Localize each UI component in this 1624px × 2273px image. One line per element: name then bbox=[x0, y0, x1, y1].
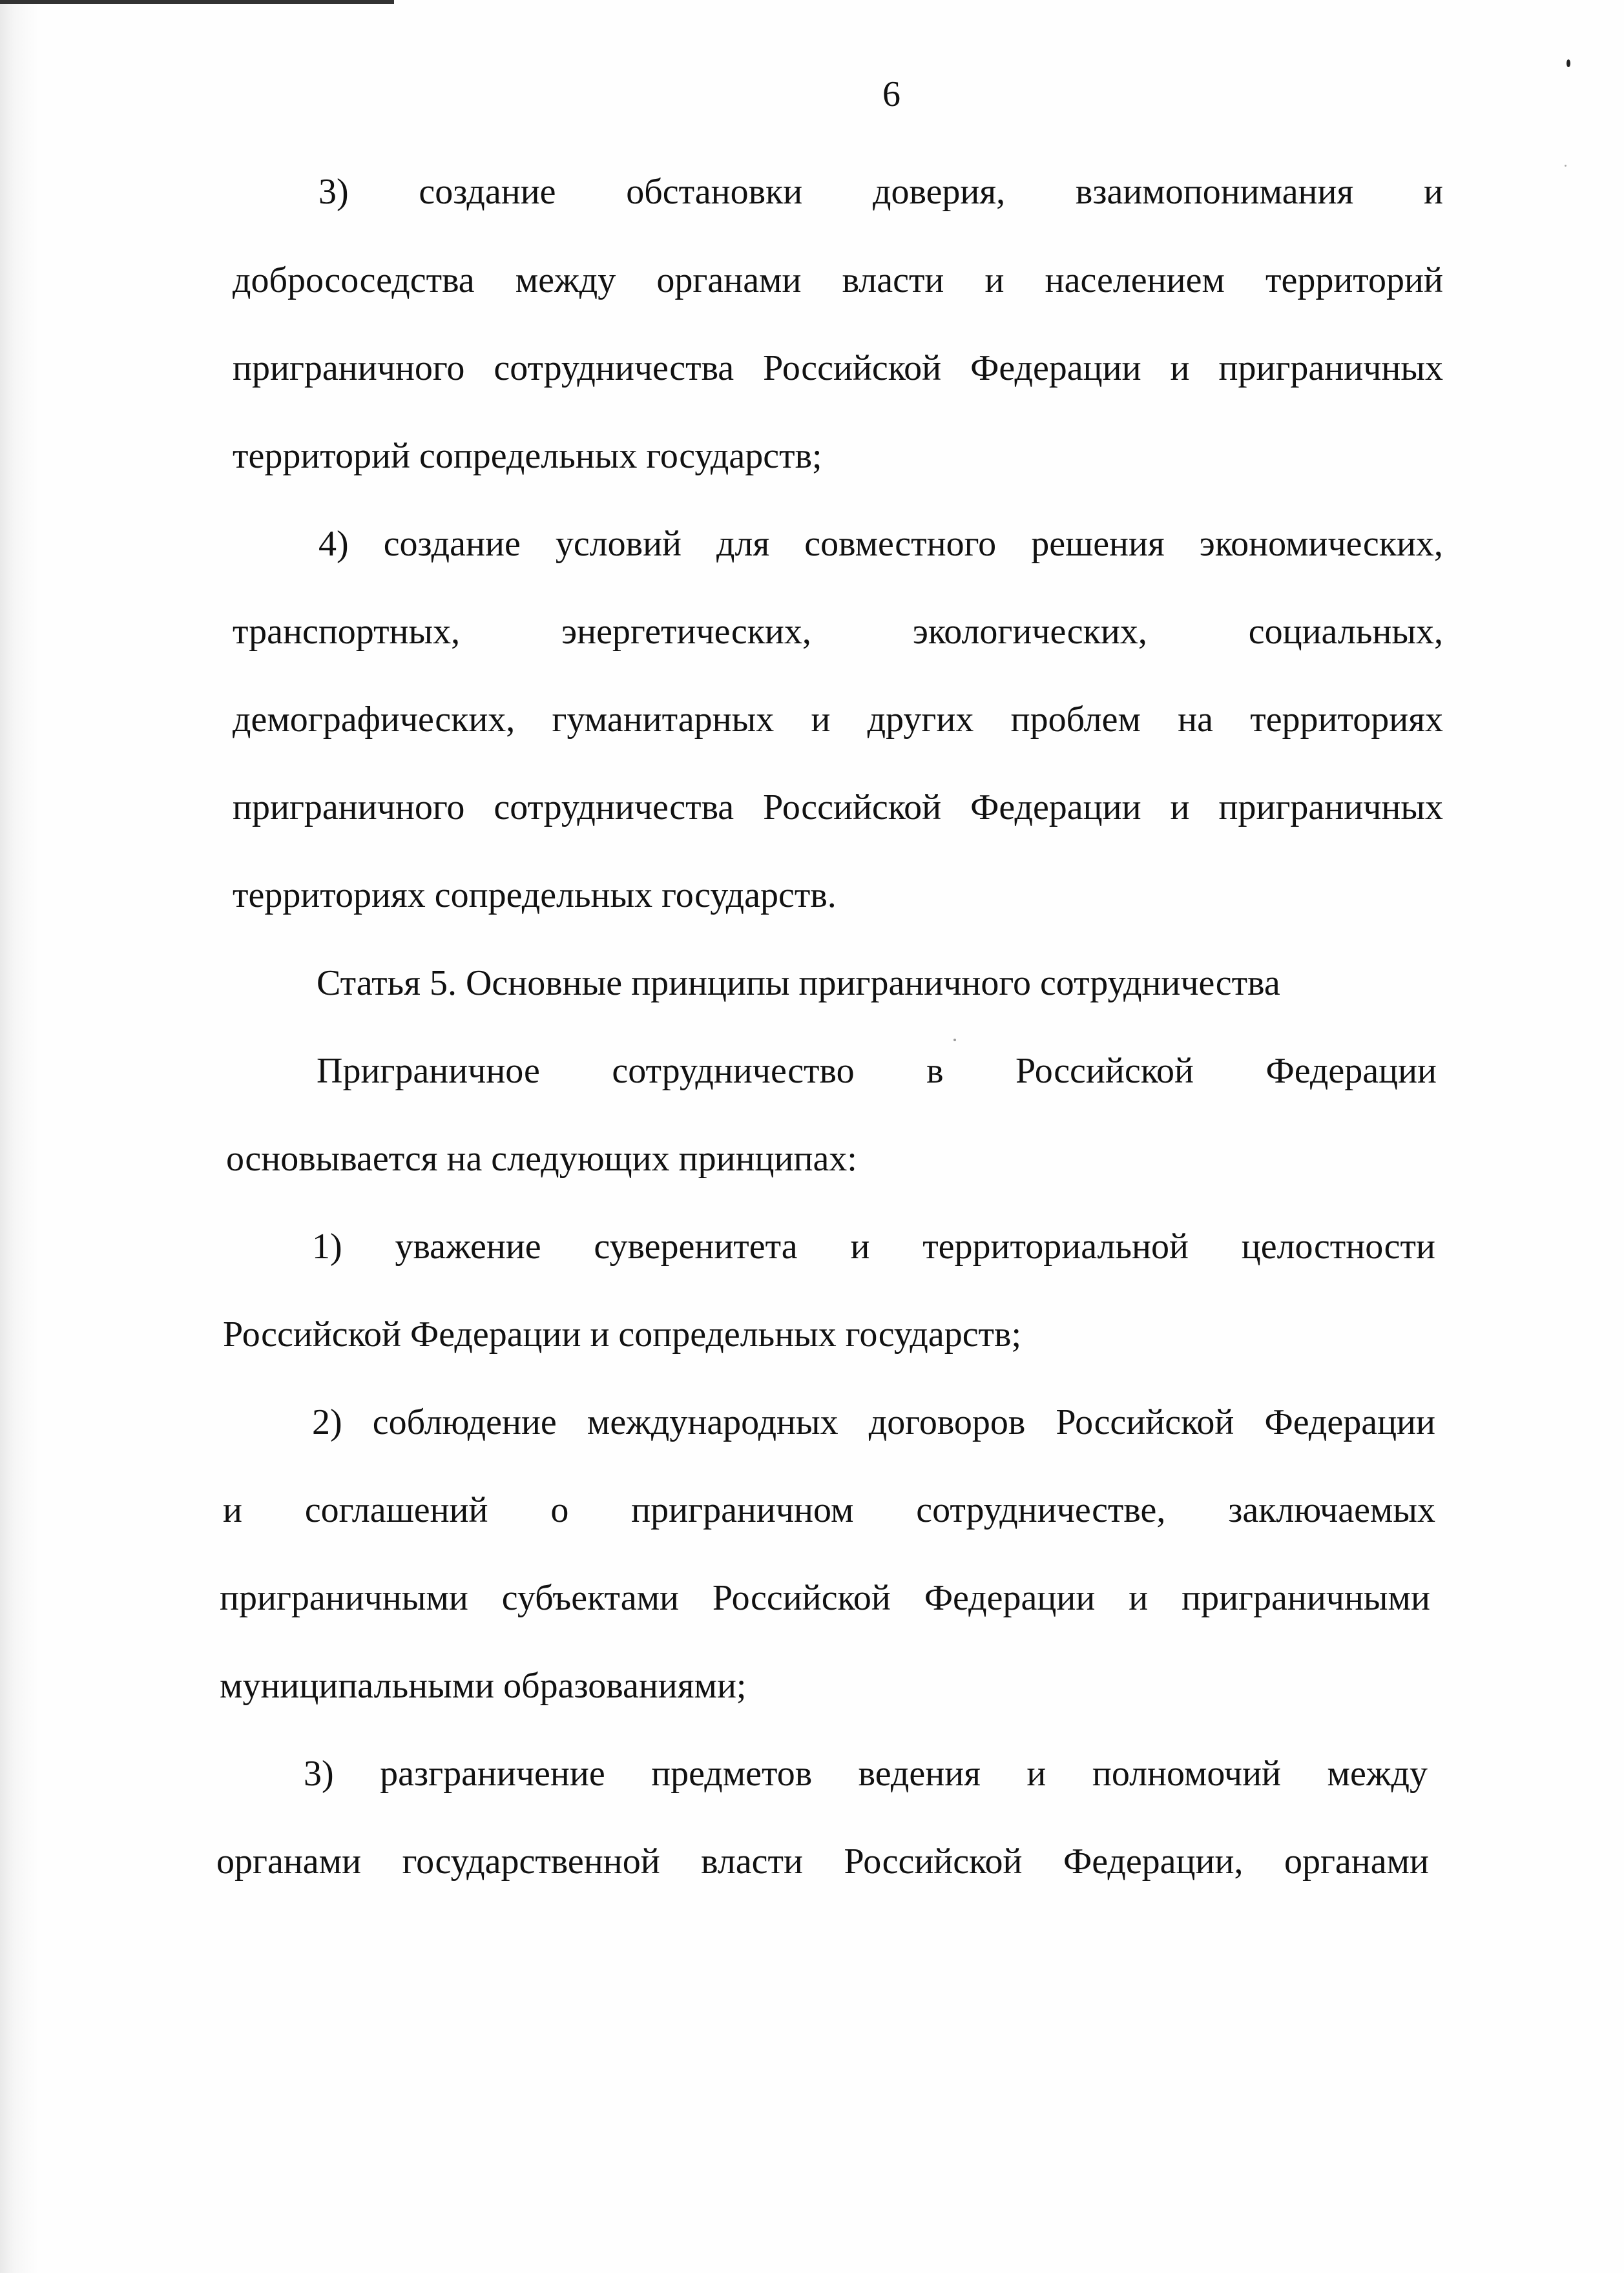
word: и bbox=[984, 260, 1005, 300]
word: проблем bbox=[1010, 700, 1141, 740]
word: 3) bbox=[304, 1754, 334, 1794]
word: гуманитарных bbox=[552, 700, 775, 740]
word: Федерации, bbox=[1063, 1842, 1244, 1882]
word: и bbox=[223, 1490, 242, 1530]
word: Российской bbox=[1056, 1402, 1234, 1442]
text-line bbox=[317, 961, 1280, 1005]
word: сотрудничества bbox=[494, 348, 734, 388]
text-line bbox=[233, 698, 1443, 742]
text-line bbox=[223, 1488, 1435, 1532]
word: договоров bbox=[868, 1402, 1026, 1442]
text-line bbox=[312, 1400, 1435, 1444]
word: условий bbox=[555, 524, 682, 564]
word: демографических, bbox=[233, 700, 515, 740]
word: сотрудничества bbox=[494, 787, 734, 827]
scan-speck bbox=[1567, 59, 1570, 67]
word: доверия, bbox=[872, 172, 1006, 212]
line-text: Статья 5. Основные принципы приграничного сотрудничества bbox=[317, 963, 1280, 1003]
word: Федерации bbox=[970, 787, 1141, 827]
word: на bbox=[1178, 700, 1213, 740]
word: и bbox=[1026, 1754, 1046, 1794]
word: полномочий bbox=[1092, 1754, 1282, 1794]
top-rule-line bbox=[0, 0, 394, 4]
word: субъектами bbox=[501, 1578, 679, 1618]
text-line bbox=[317, 1049, 1437, 1093]
text-line bbox=[223, 1313, 1021, 1356]
word: ведения bbox=[858, 1754, 981, 1794]
word: Федерации bbox=[970, 348, 1141, 388]
word: 2) bbox=[312, 1402, 342, 1442]
line-text: муниципальными образованиями; bbox=[220, 1666, 747, 1706]
word: Российской bbox=[712, 1578, 891, 1618]
word: заключаемых bbox=[1228, 1490, 1435, 1530]
word: энергетических, bbox=[561, 612, 811, 652]
scan-speck bbox=[953, 1039, 956, 1041]
word: Российской bbox=[1015, 1051, 1194, 1091]
word: приграничного bbox=[233, 348, 465, 388]
word: добрососедства bbox=[233, 260, 475, 300]
word: приграничном bbox=[631, 1490, 854, 1530]
word: Приграничное bbox=[317, 1051, 540, 1091]
word: 1) bbox=[312, 1227, 342, 1267]
word: территорий bbox=[1265, 260, 1443, 300]
word: и bbox=[811, 700, 831, 740]
word: и bbox=[1170, 348, 1190, 388]
word: Федерации bbox=[1264, 1402, 1435, 1442]
text-line bbox=[216, 1840, 1429, 1884]
text-line bbox=[233, 346, 1443, 390]
word: Федерации bbox=[924, 1578, 1096, 1618]
word: предметов bbox=[651, 1754, 813, 1794]
word: и bbox=[1424, 172, 1443, 212]
word: государственной bbox=[402, 1842, 660, 1882]
word: Российской bbox=[763, 787, 942, 827]
word: сотрудничество bbox=[612, 1051, 855, 1091]
word: органами bbox=[216, 1842, 362, 1882]
word: приграничного bbox=[233, 787, 465, 827]
word: разграничение bbox=[380, 1754, 605, 1794]
word: суверенитета bbox=[594, 1227, 798, 1267]
word: создание bbox=[383, 524, 521, 564]
word: приграничными bbox=[220, 1578, 468, 1618]
word: между bbox=[515, 260, 616, 300]
word: и bbox=[850, 1227, 870, 1267]
text-line bbox=[233, 434, 822, 478]
word: для bbox=[716, 524, 770, 564]
word: обстановки bbox=[626, 172, 803, 212]
word: социальных, bbox=[1248, 612, 1443, 652]
word: органами bbox=[1284, 1842, 1429, 1882]
page-number: 6 bbox=[882, 74, 900, 114]
word: в bbox=[926, 1051, 944, 1091]
line-text: территориях сопредельных государств. bbox=[233, 875, 837, 915]
line-text: территорий сопредельных государств; bbox=[233, 436, 822, 476]
word: соблюдение bbox=[372, 1402, 557, 1442]
text-line bbox=[233, 258, 1443, 302]
word: 4) bbox=[318, 524, 349, 564]
word: взаимопонимания bbox=[1075, 172, 1354, 212]
word: уважение bbox=[395, 1227, 541, 1267]
word: Российской bbox=[763, 348, 942, 388]
word: власти bbox=[842, 260, 944, 300]
word: совместного bbox=[804, 524, 997, 564]
text-line bbox=[318, 522, 1443, 566]
word: решения bbox=[1031, 524, 1165, 564]
word: и bbox=[1170, 787, 1190, 827]
text-line bbox=[233, 873, 837, 917]
text-line bbox=[220, 1664, 746, 1708]
word: органами bbox=[656, 260, 802, 300]
word: приграничными bbox=[1182, 1578, 1430, 1618]
word: Российской bbox=[844, 1842, 1023, 1882]
word: международных bbox=[587, 1402, 838, 1442]
word: между bbox=[1327, 1754, 1428, 1794]
word: экологических, bbox=[912, 612, 1147, 652]
word: территориях bbox=[1250, 700, 1443, 740]
word: сотрудничестве, bbox=[916, 1490, 1166, 1530]
text-line bbox=[226, 1137, 857, 1181]
word: населением bbox=[1045, 260, 1225, 300]
text-line bbox=[233, 785, 1443, 829]
text-line bbox=[220, 1576, 1430, 1620]
scan-shadow-edge bbox=[0, 0, 39, 2273]
word: и bbox=[1129, 1578, 1149, 1618]
word: транспортных, bbox=[233, 612, 461, 652]
word: экономических, bbox=[1199, 524, 1443, 564]
word: 3) bbox=[318, 172, 349, 212]
text-line bbox=[304, 1752, 1428, 1796]
word: власти bbox=[701, 1842, 803, 1882]
word: других bbox=[867, 700, 974, 740]
text-line bbox=[233, 610, 1443, 654]
word: приграничных bbox=[1218, 787, 1443, 827]
word: приграничных bbox=[1218, 348, 1443, 388]
text-line bbox=[318, 170, 1443, 214]
text-line bbox=[312, 1225, 1435, 1269]
word: соглашений bbox=[304, 1490, 488, 1530]
word: Федерации bbox=[1265, 1051, 1437, 1091]
word: создание bbox=[419, 172, 556, 212]
scan-speck bbox=[1565, 165, 1567, 167]
line-text: основывается на следующих принципах: bbox=[226, 1139, 857, 1179]
word: территориальной bbox=[922, 1227, 1189, 1267]
word: целостности bbox=[1241, 1227, 1435, 1267]
word: о bbox=[550, 1490, 569, 1530]
line-text: Российской Федерации и сопредельных государств; bbox=[223, 1314, 1022, 1354]
